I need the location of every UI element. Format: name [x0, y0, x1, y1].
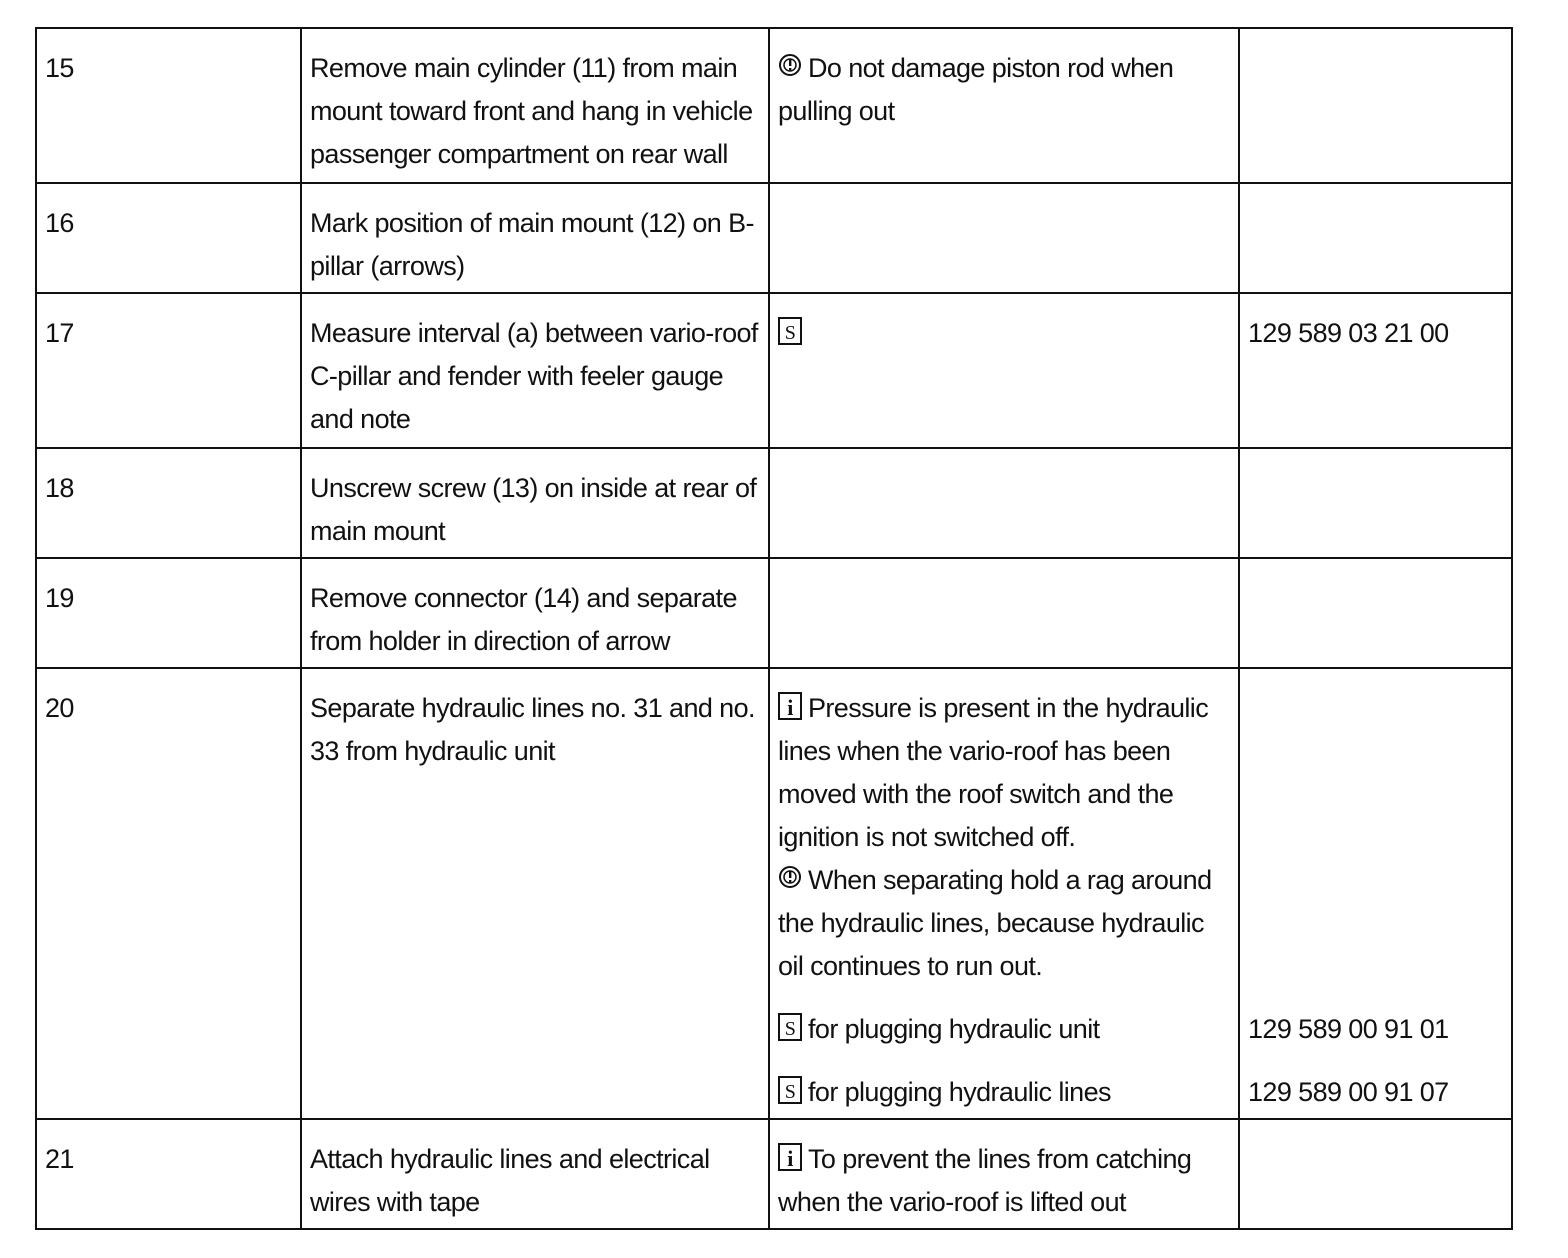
step-number: 15 — [36, 28, 301, 183]
table-row — [36, 293, 1512, 448]
svg-text:S: S — [784, 1018, 796, 1040]
tool-note — [778, 1071, 1232, 1114]
step-action: Remove main cylinder (11) from main mount toward front and hang in vehicle passenger compartment on rear wall — [301, 28, 769, 183]
info-icon — [778, 1142, 802, 1172]
part-number-cell: 129 589 03 21 00 — [1239, 293, 1512, 448]
note-text: Do not damage piston rod when pulling out — [778, 53, 1174, 126]
step-action: Measure interval (a) between vario-roof C-pillar and fender with feeler gauge and note — [301, 293, 769, 448]
special-tool-icon — [778, 1075, 802, 1105]
note-text: for plugging hydraulic lines — [808, 1077, 1111, 1107]
note-text: for plugging hydraulic unit — [808, 1014, 1100, 1044]
step-notes — [769, 183, 1239, 293]
procedure-table — [35, 27, 1513, 1230]
step-action: Mark position of main mount (12) on B-pillar (arrows) — [301, 183, 769, 293]
info-note — [778, 687, 1232, 859]
caution-note — [778, 47, 1232, 133]
step-number: 21 — [36, 1119, 301, 1229]
part-number: 129 589 00 91 01 — [1248, 1014, 1449, 1044]
step-notes — [769, 668, 1239, 1119]
step-number: 19 — [36, 558, 301, 668]
note-text: Pressure is present in the hydraulic lines when the vario-roof has been moved with the roof switch and the ignition is not switched off. — [778, 693, 1209, 852]
step-action: Unscrew screw (13) on inside at rear of main mount — [301, 448, 769, 558]
step-notes — [769, 293, 1239, 448]
caution-note — [778, 859, 1232, 988]
part-number-cell — [1239, 448, 1512, 558]
step-number: 16 — [36, 183, 301, 293]
note-text: To prevent the lines from catching when the vario-roof is lifted out — [778, 1144, 1192, 1217]
step-number: 20 — [36, 668, 301, 1119]
special-tool-icon — [778, 316, 802, 346]
step-notes — [769, 558, 1239, 668]
table-row — [36, 558, 1512, 668]
tool-note — [778, 1008, 1232, 1051]
step-action: Remove connector (14) and separate from holder in direction of arrow — [301, 558, 769, 668]
table-row — [36, 28, 1512, 183]
svg-text:i: i — [787, 695, 793, 720]
step-notes — [769, 28, 1239, 183]
svg-text:i: i — [787, 1146, 793, 1171]
step-action: Separate hydraulic lines no. 31 and no. 33 from hydraulic unit — [301, 668, 769, 1119]
special-tool-icon — [778, 1012, 802, 1042]
part-number-cell — [1239, 28, 1512, 183]
part-number-cell — [1239, 183, 1512, 293]
step-number: 17 — [36, 293, 301, 448]
caution-icon — [778, 51, 802, 81]
step-action: Attach hydraulic lines and electrical wires with tape — [301, 1119, 769, 1229]
table-row — [36, 1119, 1512, 1229]
info-note — [778, 1138, 1232, 1224]
part-number-cell — [1239, 668, 1512, 1119]
table-row — [36, 448, 1512, 558]
svg-text:S: S — [784, 322, 796, 344]
svg-text:S: S — [784, 1081, 796, 1103]
part-number-cell — [1239, 1119, 1512, 1229]
table-row — [36, 668, 1512, 1119]
step-notes — [769, 448, 1239, 558]
step-notes — [769, 1119, 1239, 1229]
note-text: When separating hold a rag around the hydraulic lines, because hydraulic oil continues to run out. — [778, 865, 1212, 981]
step-number: 18 — [36, 448, 301, 558]
part-number-cell — [1239, 558, 1512, 668]
table-row — [36, 183, 1512, 293]
part-number: 129 589 00 91 07 — [1248, 1077, 1449, 1107]
caution-icon — [778, 863, 802, 893]
info-icon — [778, 691, 802, 721]
